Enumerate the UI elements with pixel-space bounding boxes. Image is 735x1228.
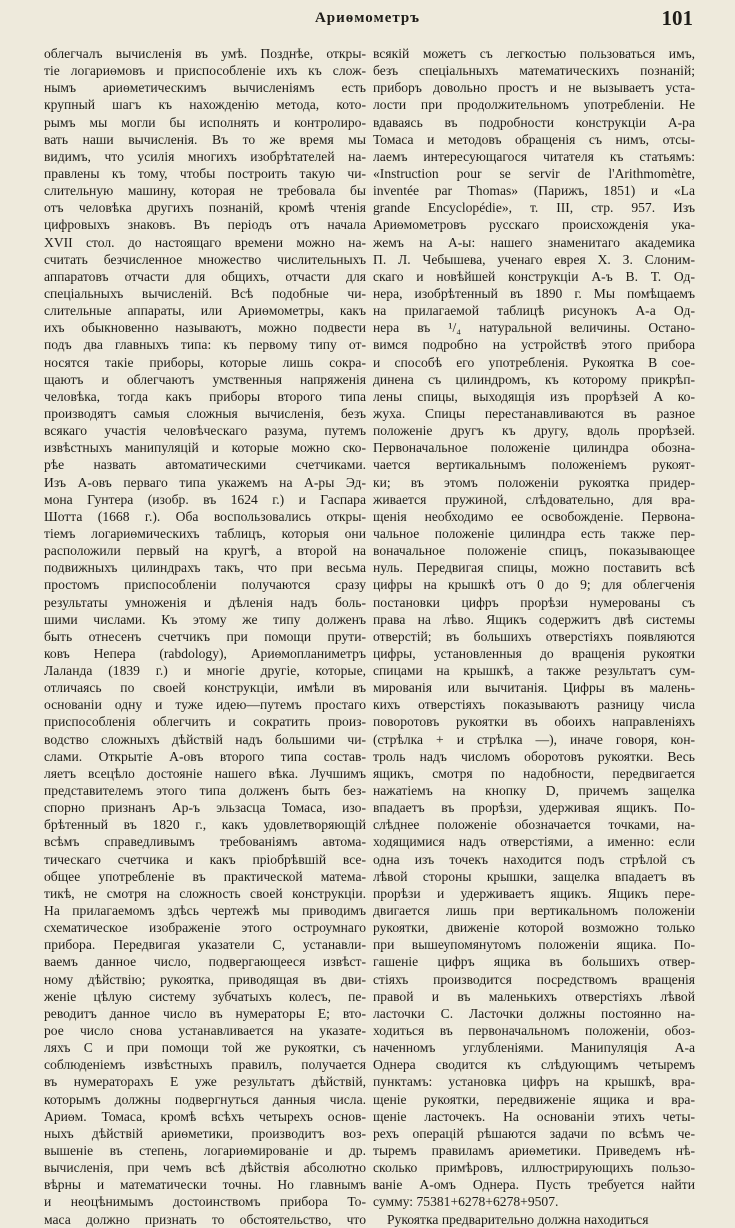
text-line: соблюденіемъ извѣстныхъ правилъ, получается bbox=[44, 1057, 366, 1073]
text-line: отверстій; въ большихъ отверстіяхъ появляются bbox=[373, 628, 695, 644]
text-line: вдаваясь въ подробности конструкціи А-ра bbox=[373, 114, 695, 130]
text-line: носятся такіе приборы, которые лишь сокра- bbox=[44, 354, 366, 370]
text-line: ляхъ C и при помощи той же рукоятки, съ bbox=[44, 1040, 366, 1056]
text-line: ки; въ этомъ положеніи рукоятка придер- bbox=[373, 474, 695, 490]
text-line: тическаго счетчика и какъ пріобрѣвшій все- bbox=[44, 851, 366, 867]
text-line: нымъ ариѳметическимъ вычисленіямъ есть bbox=[44, 80, 366, 96]
text-line: извѣстныхъ манипуляцій и которые можно ско- bbox=[44, 440, 366, 456]
text-line: впадаетъ въ прорѣзи, удерживая ящикъ. По- bbox=[373, 800, 695, 816]
text-line: схематическое изображеніе этого остроумнаго bbox=[44, 920, 366, 936]
text-line: жуха. Спицы перестанавливаются въ разное bbox=[373, 405, 695, 421]
text-line: одна изъ точекъ находится подъ стрѣлой съ bbox=[373, 851, 695, 867]
text-line: тіемъ логариѳмическихъ таблицъ, которыя они bbox=[44, 525, 366, 541]
text-line: подъ два главныхъ типа: къ первому типу от- bbox=[44, 337, 366, 353]
text-line: рое число снова устанавливается на указате- bbox=[44, 1023, 366, 1039]
text-line: Рукоятка предварительно должна находиться bbox=[387, 1211, 649, 1227]
text-line: мона Гунтера (изобр. въ 1624 г.) и Гаспара bbox=[44, 491, 366, 507]
text-line: и неоцѣнимымъ достоинствомъ прибора То- bbox=[44, 1194, 366, 1210]
text-line: grande Encyclopédie», т. III, стр. 957. Изъ bbox=[373, 200, 695, 216]
text-line: ному дѣйствію; рукоятка, приводящая въ дви- bbox=[44, 971, 366, 987]
text-line: представителемъ этого типа долженъ быть без- bbox=[44, 783, 366, 799]
text-line: слительную машину, которая не требовала бы bbox=[44, 183, 366, 199]
text-line: подвижныхъ цилиндрахъ такъ, что при весьма bbox=[44, 560, 366, 576]
text-line: облегчалъ вычисленія въ умѣ. Позднѣе, откры- bbox=[44, 46, 366, 61]
text-line: лаемъ интересующагося читателя къ статьямъ: bbox=[373, 148, 695, 164]
text-line: приборъ довольно простъ и не вызываетъ уста- bbox=[373, 80, 695, 96]
text-line: щеніе ласточекъ. На основаніи этихъ четы- bbox=[373, 1108, 695, 1124]
text-line: наченномъ углубленіями. Манипуляція А-а bbox=[373, 1040, 695, 1056]
text-line: брѣтенный въ 1820 г., какъ удовлетворяющій bbox=[44, 817, 366, 833]
text-line: маса должно признать то обстоятельство, что bbox=[44, 1211, 366, 1227]
text-line: отъ человѣка другихъ познаній, кромѣ чтенія bbox=[44, 200, 366, 216]
text-line: всякаго участія человѣческаго разума, путемъ bbox=[44, 423, 366, 439]
text-line: приспособленія облегчить и сократить произ- bbox=[44, 714, 366, 730]
text-line: слительные аппараты, или Ариѳмометры, какъ bbox=[44, 303, 366, 319]
text-line: тикѣ, не смотря на сложность своей конструкціи. bbox=[44, 885, 366, 901]
text-line: Шотта (1668 г.). Оба воспользовались откры- bbox=[44, 508, 366, 524]
text-line: на прилагаемой таблицѣ рисунокъ А-а Од- bbox=[373, 303, 695, 319]
text-line: реводитъ данное число въ нумераторы E; вто- bbox=[44, 1005, 366, 1021]
text-line: нера, изобрѣтенный въ 1890 г. Мы помѣщаемъ bbox=[373, 285, 695, 301]
text-line: шими числами. Къ этому же типу долженъ bbox=[44, 611, 366, 627]
text-line: рехъ операцій рѣшаются задачи по всѣмъ че- bbox=[373, 1125, 695, 1141]
text-line: тыремъ правиламъ ариѳметики. Приведемъ нѣ- bbox=[373, 1143, 695, 1158]
text-line: всѣмъ справедливымъ требованіямъ автома- bbox=[44, 834, 366, 850]
running-title: Ариѳмометръ bbox=[314, 10, 421, 26]
text-line: лости при продолжительномъ употребленіи. Не bbox=[373, 97, 695, 113]
text-line: Первоначальное положеніе цилиндра обозна- bbox=[373, 440, 695, 456]
text-line: общее употребленіе въ практической матема- bbox=[44, 868, 366, 884]
text-line: лѣвой стороны крышки, защелка впадаетъ въ bbox=[373, 868, 695, 884]
text-line: ваніе А-омъ Однера. Пусть требуется найти bbox=[373, 1177, 695, 1193]
text-line: въ нумераторахъ E уже результатъ дѣйствій, bbox=[44, 1074, 366, 1090]
text-line: ляетъ всецѣло достояніе нашего вѣка. Лучшимъ bbox=[44, 765, 366, 781]
text-line: простомъ приспособленіи получаются сразу bbox=[44, 577, 366, 593]
text-line: ихъ обыкновенно называютъ, можно подвести bbox=[44, 320, 366, 336]
text-line: и способѣ его употребленія. Рукоятка B сое- bbox=[373, 354, 695, 370]
text-line: щаютъ и облегчаютъ умственныя напряженія bbox=[44, 371, 366, 387]
text-line: нуль. Передвигая спицы, можно поставить всѣ bbox=[373, 560, 695, 576]
text-line: поворотовъ рукоятки въ обоихъ направленіяхъ bbox=[373, 714, 695, 730]
text-line: слѣднее положеніе обозначается точками, на- bbox=[373, 817, 695, 833]
text-line: вѣрны и математически точны. Но главнымъ bbox=[44, 1177, 366, 1193]
text-line: ходиться въ первоначальномъ положеніи, обоз- bbox=[373, 1023, 695, 1039]
text-line: расположили первый на кругѣ, а второй на bbox=[44, 543, 366, 559]
text-line: ваемъ данное число, подвергающееся извѣст- bbox=[44, 954, 366, 970]
text-line: женіе цѣлую систему зубчатыхъ колесъ, пе- bbox=[44, 988, 366, 1004]
text-line: ласточки C. Ласточки должны постоянно на- bbox=[373, 1005, 695, 1021]
text-line: двигается лишь при вертикальномъ положеніи bbox=[373, 903, 695, 919]
text-line: стіяхъ производится посредствомъ вращенія bbox=[373, 971, 695, 987]
text-line: На прилагаемомъ здѣсь чертежѣ мы приводимъ bbox=[44, 903, 366, 919]
text-line: вимся подробно на устройствѣ этого прибора bbox=[373, 337, 695, 353]
text-line: троль надъ числомъ оборотовъ рукоятки. Весь bbox=[373, 748, 695, 764]
text-line: при вышеупомянутомъ положеніи ящика. По- bbox=[373, 937, 695, 953]
text-line: положеніе другъ къ другу, вдоль прорѣзей. bbox=[373, 423, 695, 439]
text-line: прибора. Передвигая указатели C, устанавли- bbox=[44, 937, 366, 953]
text-line: водство сложныхъ дѣйствій надъ большими чи- bbox=[44, 731, 366, 747]
text-line: рѣе назвать автоматическими счетчиками. bbox=[44, 457, 366, 473]
text-line: чается вертикальнымъ положеніемъ рукоят- bbox=[373, 457, 695, 473]
text-line: всякій можетъ съ легкостью пользоваться имъ, bbox=[373, 46, 695, 61]
text-line: ныхъ дѣйствій ариѳметики, производитъ воз- bbox=[44, 1125, 366, 1141]
text-line: Изъ А-овъ перваго типа укажемъ на А-ры Эд- bbox=[44, 474, 366, 490]
text-line: сколько примѣровъ, иллюстрирующихъ пользо- bbox=[373, 1160, 695, 1176]
text-line: вать наши вычисленія. Въ то же время мы bbox=[44, 131, 366, 147]
text-line: отличаясь по своей конструкціи, имѣли въ bbox=[44, 680, 366, 696]
text-line: нажатіемъ на кнопку D, причемъ защелка bbox=[373, 783, 695, 799]
text-line: inventée par Thomas» (Парижъ, 1851) и «La bbox=[373, 183, 695, 199]
text-line: спицами на крышкѣ, а также результатъ сум- bbox=[373, 663, 695, 679]
text-line: видимъ, что усилія многихъ изобрѣтателей на- bbox=[44, 148, 366, 164]
text-line: сумму: 75381+6278+6278+9507. bbox=[373, 1194, 559, 1210]
text-line: тіе логариѳмовъ и приспособленіе ихъ къ слож- bbox=[44, 63, 366, 79]
left-column bbox=[44, 45, 366, 1228]
text-line: цифры на крышкѣ отъ 0 до 9; для облегченія bbox=[373, 577, 695, 593]
text-line: ящикъ, смотря по надобности, передвигается bbox=[373, 765, 695, 781]
text-line: мированія или вычитанія. Цифры въ малень- bbox=[373, 680, 695, 696]
text-line: спеціальныхъ вычисленій. Всѣ подобные чи- bbox=[44, 285, 366, 301]
text-line: быть отнесенъ счетчикъ при помощи прути- bbox=[44, 628, 366, 644]
text-line: прорѣзи и удерживаетъ ящикъ. Ящикъ пере- bbox=[373, 885, 695, 901]
text-line: щенія необходимо ее освобожденіе. Первона- bbox=[373, 508, 695, 524]
text-line: Ариѳм. Томаса, кромѣ всѣхъ четырехъ основ- bbox=[44, 1108, 366, 1124]
text-line: слами. Открытіе А-овъ второго типа состав- bbox=[44, 748, 366, 764]
text-line: аппаратовъ отчасти для общихъ, отчасти для bbox=[44, 268, 366, 284]
text-line: правлены къ тому, чтобы построить такую чи- bbox=[44, 165, 366, 181]
text-line: динена съ цилиндромъ, къ которому прикрѣп- bbox=[373, 371, 695, 387]
text-line: жемъ на А-ы: нашего знаменитаго академика bbox=[373, 234, 695, 250]
page-number: 101 bbox=[661, 6, 693, 30]
text-line: цифры, установленныя до вращенія рукоятки bbox=[373, 645, 695, 661]
text-line: рукоятки, движеніе которой возможно только bbox=[373, 920, 695, 936]
text-line: постановки цифръ прорѣзи нумерованы съ bbox=[373, 594, 695, 610]
text-line: Однера сводится къ слѣдующимъ четыремъ bbox=[373, 1057, 695, 1073]
text-line: рымъ мы могли бы исполнять и контролиро- bbox=[44, 114, 366, 130]
text-line: «Instruction pour se servir de l'Arithmomètre, bbox=[373, 165, 695, 181]
text-line: основаніи одну и туже идею—путемъ простаго bbox=[44, 697, 366, 713]
text-line: XVII стол. до настоящаго времени можно на- bbox=[44, 234, 366, 250]
text-line: безъ спеціальныхъ математическихъ познаній; bbox=[373, 63, 695, 79]
text-line: спорно признанъ Ар-ъ эльзасца Томаса, изо- bbox=[44, 800, 366, 816]
text-line: которымъ должны подвергнуться данныя числа. bbox=[44, 1091, 366, 1107]
text-line: чальное положеніе цилиндра есть также пер- bbox=[373, 525, 695, 541]
text-line: ходящимися надъ отверстіями, а именно: если bbox=[373, 834, 695, 850]
text-line: Ариѳмометровъ русскаго происхожденія ука- bbox=[373, 217, 695, 233]
text-line: Томаса и методовъ обращенія съ нимъ, отсы- bbox=[373, 131, 695, 147]
text-line: ковъ Непера (rabdology), Ариѳмопланиметръ bbox=[44, 645, 366, 661]
text-line: воначальное положеніе спицъ, показывающее bbox=[373, 543, 695, 559]
text-line: живается пружиной, слѣдовательно, для вра- bbox=[373, 491, 695, 507]
right-column bbox=[373, 45, 695, 1228]
text-line: цифровыхъ знаковъ. Въ періодъ отъ начала bbox=[44, 217, 366, 233]
text-line: считать безчисленное множество числительныхъ bbox=[44, 251, 366, 267]
text-line: нера въ ¹/₄ натуральной величины. Остано- bbox=[373, 320, 695, 336]
text-line: кихъ отверстіяхъ показываютъ разницу числа bbox=[373, 697, 695, 713]
text-line: Лаланда (1839 г.) и многіе другіе, которые, bbox=[44, 663, 366, 679]
text-line: крупный шагъ къ нахожденію метода, кото- bbox=[44, 97, 366, 113]
text-line: производятъ самыя сложныя вычисленія, безъ bbox=[44, 405, 366, 421]
text-line: щеніе рукоятки, передвиженіе ящика и вра- bbox=[373, 1091, 695, 1107]
text-line: (стрѣлка + и стрѣлка —), иначе говоря, кон- bbox=[373, 731, 695, 747]
text-line: результаты умноженія и дѣленія надъ боль- bbox=[44, 594, 366, 610]
text-line: вычисленія, при чемъ всѣ дѣйствія абсолютно bbox=[44, 1160, 366, 1176]
text-line: П. Л. Чебышева, ученаго еврея Х. З. Слоним- bbox=[373, 251, 695, 267]
text-line: гашеніе цифръ ящика въ большихъ отвер- bbox=[373, 954, 695, 970]
text-line: вышеніе въ степень, логариѳмированіе и др. bbox=[44, 1143, 366, 1158]
text-line: правой и въ маленькихъ отверстіяхъ лѣвой bbox=[373, 988, 695, 1004]
text-line: права на лѣво. Ящикъ содержитъ двѣ системы bbox=[373, 611, 695, 627]
text-line: пунктамъ: установка цифръ на крышкѣ, вра- bbox=[373, 1074, 695, 1090]
text-line: лены спицы, выходящія изъ прорѣзей A ко- bbox=[373, 388, 695, 404]
text-line: скаго и новѣйшей конструкціи А-ъ В. Т. Од- bbox=[373, 268, 695, 284]
text-line: человѣка, тогда какъ приборы второго типа bbox=[44, 388, 366, 404]
